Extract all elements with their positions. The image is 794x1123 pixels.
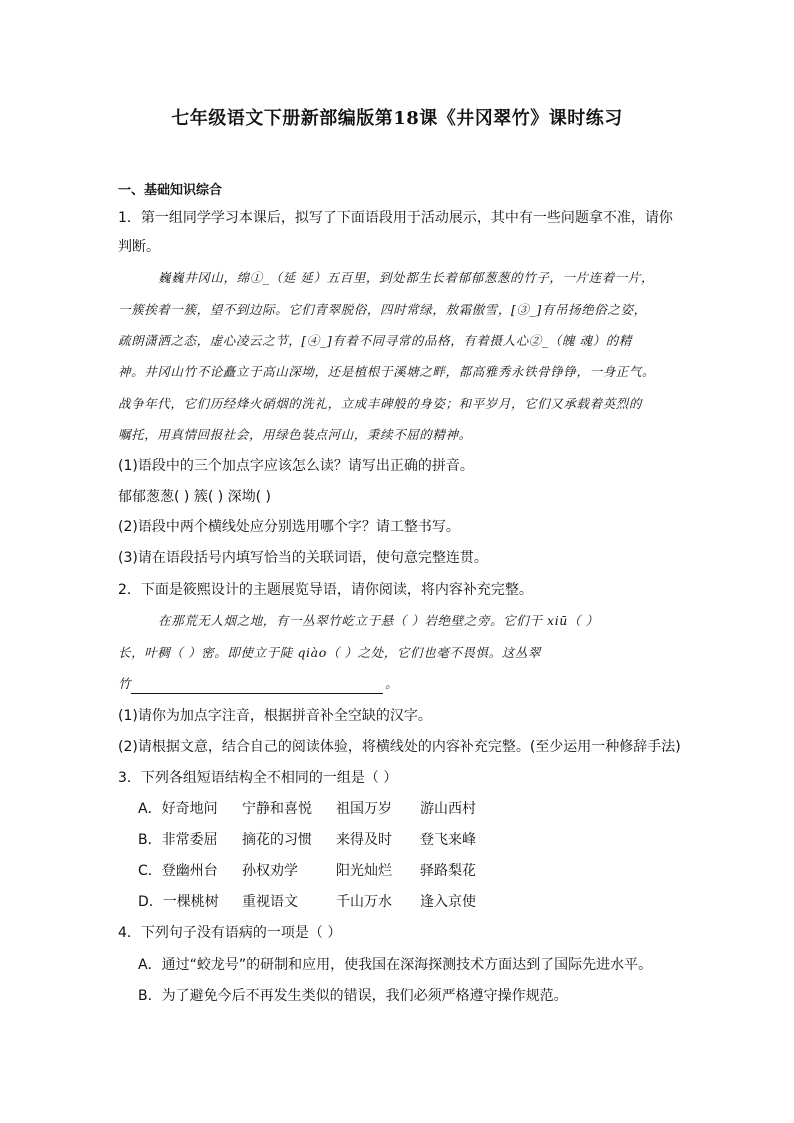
q1-sub2: (2)语段中两个横线处应分别选用哪个字？请工整书写。 xyxy=(118,519,460,535)
q3-option-row xyxy=(138,861,476,881)
section-heading: 一、基础知识综合 xyxy=(118,183,223,198)
option-item: A．好奇地问 xyxy=(138,801,218,817)
q2-passage-line: 在那荒无人烟之地，有一丛翠竹屹立于悬（ ）岩绝壁之旁。它们干 xiū（ ） xyxy=(158,613,599,628)
q1-sub3: (3)请在语段括号内填写恰当的关联词语，使句意完整连贯。 xyxy=(118,550,488,566)
q4-option-a: A．通过“蛟龙号”的研制和应用，使我国在深海探测技术方面达到了国际先进水平。 xyxy=(138,957,653,973)
document-title: 七年级语文下册新部编版第18课《井冈翠竹》课时练习 xyxy=(171,108,623,129)
q1-stem-line2: 判断。 xyxy=(118,239,160,255)
option-item: 孙权劝学 xyxy=(242,863,298,879)
option-item: D．一棵桃树 xyxy=(138,894,219,910)
q2-passage-suffix: 。 xyxy=(385,676,399,691)
q3-option-row xyxy=(138,799,476,819)
option-item: 驿路梨花 xyxy=(420,863,476,879)
option-item: 来得及时 xyxy=(336,832,392,848)
q3-stem: 3．下列各组短语结构全不相同的一组是（ ） xyxy=(118,770,398,786)
q2-stem: 2．下面是筱熙设计的主题展览导语，请你阅读，将内容补充完整。 xyxy=(118,582,533,598)
q1-passage-line: 疏朗潇洒之态，虚心凌云之节，[④_]有着不同寻常的品格，有着摄人心②_（魄 魂）的精 xyxy=(118,333,632,348)
q2-passage-prefix: 竹 xyxy=(118,676,132,691)
q3-option-row xyxy=(138,830,476,850)
option-item: 阳光灿烂 xyxy=(336,863,392,879)
q2-sub2: (2)请根据文意，结合自己的阅读体验，将横线处的内容补充完整。(至少运用一种修辞手法) xyxy=(118,739,681,755)
q1-stem-line1: 1．第一组同学学习本课后，拟写了下面语段用于活动展示，其中有一些问题拿不准，请你 xyxy=(118,210,673,226)
option-item: 摘花的习惯 xyxy=(242,832,312,848)
q4-option-b: B．为了避免今后不再发生类似的错误，我们必须严格遵守操作规范。 xyxy=(138,988,568,1004)
q1-sub1-answers: 郁郁葱葱( ) 簇( ) 深坳( ) xyxy=(118,489,272,505)
q1-passage-line: 一簇挨着一簇，望不到边际。它们青翠脱俗，四时常绿，敖霜傲雪，[③_]有吊扬绝俗之姿， xyxy=(118,302,647,317)
option-item: 祖国万岁 xyxy=(336,801,392,817)
q1-passage-line: 战争年代，它们历经烽火硝烟的洗礼，立成丰碑般的身姿；和平岁月，它们又承载着英烈的 xyxy=(118,396,643,411)
q1-sub1: (1)语段中的三个加点字应该怎么读？请写出正确的拼音。 xyxy=(118,458,474,474)
option-item: 千山万水 xyxy=(336,894,392,910)
q2-sub1: (1)请你为加点字注音，根据拼音补全空缺的汉字。 xyxy=(118,708,432,724)
q2-passage-line: 长，叶稠（ ）密。即使立于陡 qiào（ ）之处，它们也毫不畏惧。这丛翠 xyxy=(118,645,541,660)
q1-passage-line: 巍巍井冈山，绵①_（延 延）五百里，到处都生长着郁郁葱葱的竹子，一片连着一片， xyxy=(158,270,655,285)
answer-blank-line[interactable] xyxy=(131,679,383,694)
q3-option-row xyxy=(138,892,476,912)
option-item: 重视语文 xyxy=(242,894,298,910)
q2-passage-line-3 xyxy=(118,674,398,694)
option-item: 逢入京使 xyxy=(420,894,476,910)
option-item: C．登幽州台 xyxy=(138,863,218,879)
q1-passage-line: 嘱托，用真情回报社会，用绿色装点河山，秉续不屈的精神。 xyxy=(118,427,472,442)
option-item: 游山西村 xyxy=(420,801,476,817)
option-item: 宁静和喜悦 xyxy=(242,801,312,817)
q1-passage-line: 神。井冈山竹不论矗立于高山深坳，还是植根于溪塘之畔，都高雅秀永铁骨铮铮，一身正气。 xyxy=(118,364,656,379)
option-item: 登飞来峰 xyxy=(420,832,476,848)
q4-stem: 4．下列句子没有语病的一项是（ ） xyxy=(118,925,342,941)
option-item: B．非常委屈 xyxy=(138,832,218,848)
